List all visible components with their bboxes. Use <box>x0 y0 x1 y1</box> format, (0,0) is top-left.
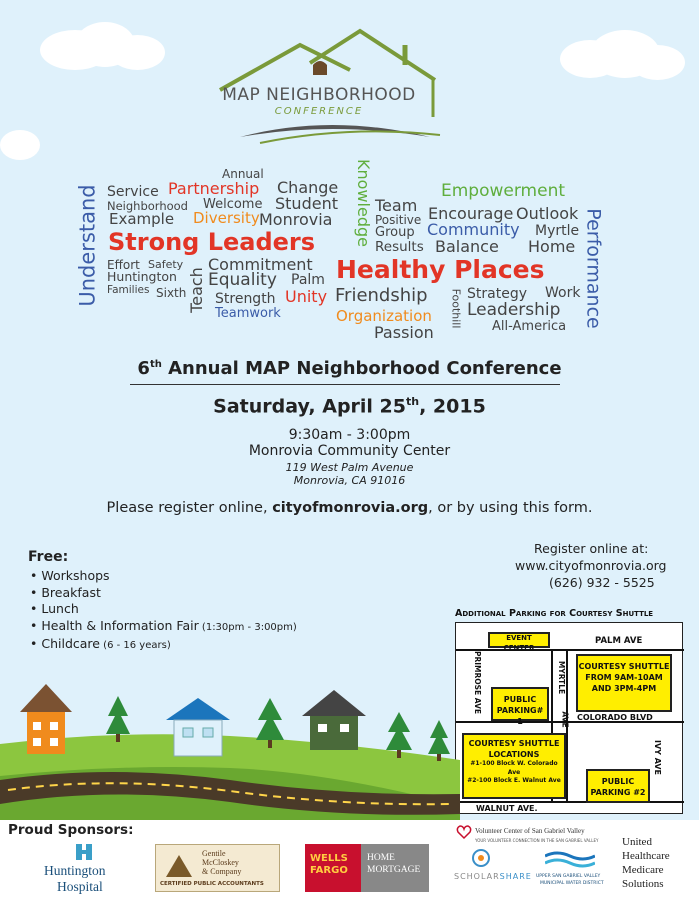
word-palm: Palm <box>291 272 325 288</box>
water-district-name-1: UPPER SAN GABRIEL VALLEY <box>536 874 601 879</box>
register-phone: (626) 932 - 5525 <box>549 575 655 590</box>
word-performance: Performance <box>582 208 605 329</box>
register-online-url[interactable]: www.cityofmonrovia.org <box>515 558 667 573</box>
word-teamwork: Teamwork <box>215 306 281 321</box>
word-all-america: All-America <box>492 319 567 334</box>
cloud <box>630 45 685 80</box>
event-date: Saturday, April 25th, 2015 <box>213 395 486 418</box>
word-myrtle: Myrtle <box>535 223 580 239</box>
pyramid-icon <box>164 853 194 879</box>
word-knowledge: Knowledge <box>353 159 373 247</box>
word-outlook: Outlook <box>516 204 579 223</box>
volunteer-center-tagline: YOUR VOLUNTEER CONNECTION IN THE SAN GABRIEL VALLEY <box>475 838 599 843</box>
word-annual: Annual <box>222 167 264 181</box>
event-venue: Monrovia Community Center <box>248 443 451 459</box>
word-service: Service <box>107 184 159 200</box>
event-address-line2: Monrovia, CA 91016 <box>293 474 406 487</box>
myrtle-ave-label: AVE <box>560 711 570 728</box>
word-strength: Strength <box>215 291 276 307</box>
word-passion: Passion <box>374 323 434 342</box>
uhc-name-4: Solutions <box>622 878 664 890</box>
uhc-name-1: United <box>622 836 652 848</box>
register-line: Please register online, cityofmonrovia.org, or by using this form. <box>106 500 593 516</box>
word-positive: Positive <box>375 213 422 227</box>
word-healthy-places: Healthy Places <box>336 255 545 284</box>
cloud <box>110 35 165 70</box>
word-foothill: Foothill <box>449 288 463 329</box>
free-heading: Free: <box>28 549 69 565</box>
word-neighborhood: Neighborhood <box>107 199 188 213</box>
ivy-ave-label: IVY AVE <box>653 739 663 776</box>
word-results: Results <box>375 239 424 255</box>
word-friendship: Friendship <box>335 285 428 306</box>
scholarshare-name: SCHOLARSHARE <box>454 872 532 881</box>
gentile-logo: Gentile McCloskey & Company CERTIFIED PUBLIC ACCOUNTANTS <box>155 844 280 892</box>
word-leadership: Leadership <box>467 300 561 320</box>
event-title: 6th Annual MAP Neighborhood Conference <box>137 358 562 379</box>
word-community: Community <box>427 220 520 239</box>
word-equality: Equality <box>208 270 277 290</box>
event-center-box: EVENT CENTER <box>488 632 550 648</box>
word-commitment: Commitment <box>208 255 313 274</box>
huntington-logo-icon <box>74 842 94 862</box>
title-divider <box>130 384 560 385</box>
list-item: • Lunch <box>30 601 297 618</box>
word-strategy: Strategy <box>467 286 527 302</box>
word-safety: Safety <box>148 258 184 271</box>
event-address-line1: 119 West Palm Avenue <box>285 461 414 474</box>
water-district-icon <box>545 848 595 870</box>
village-illustration <box>0 668 460 820</box>
parking-heading: Additional Parking for Courtesy Shuttle <box>455 608 654 619</box>
palm-ave-label: PALM AVE <box>595 636 643 646</box>
word-balance: Balance <box>435 237 499 256</box>
word-group: Group <box>375 225 415 240</box>
word-home: Home <box>528 237 576 256</box>
free-list <box>30 568 297 655</box>
sponsors-heading: Proud Sponsors: <box>8 822 134 838</box>
road <box>456 649 684 651</box>
scholarshare-icon <box>470 848 492 868</box>
word-partnership: Partnership <box>168 179 260 198</box>
list-item: • Workshops <box>30 568 297 585</box>
word-encourage: Encourage <box>428 204 514 223</box>
primrose-ave-label: PRIMROSE AVE <box>473 650 483 715</box>
list-item: • Childcare (6 - 16 years) <box>30 636 297 655</box>
volunteer-center-name: Volunteer Center of San Gabriel Valley <box>475 827 585 835</box>
water-district-name-2: MUNICIPAL WATER DISTRICT <box>540 881 604 886</box>
myrtle-label: MYRTLE <box>557 660 567 695</box>
heart-icon <box>456 824 472 840</box>
parking-map <box>455 622 683 814</box>
word-teach: Teach <box>186 267 206 313</box>
list-item: • Breakfast <box>30 585 297 602</box>
word-student: Student <box>275 194 338 213</box>
word-empowerment: Empowerment <box>441 181 566 201</box>
register-online-label: Register online at: <box>534 541 649 556</box>
word-understand: Understand <box>75 184 100 307</box>
huntington-hospital: Hospital <box>57 879 103 894</box>
uhc-name-2: Healthcare <box>622 850 670 862</box>
word-huntington: Huntington <box>107 269 177 284</box>
shuttle-times-box: COURTESY SHUTTLE FROM 9AM-10AM AND 3PM-4PM <box>576 654 672 712</box>
wells-fargo-logo: WELLS FARGO HOME MORTGAGE <box>305 844 429 892</box>
word-diversity: Diversity <box>193 209 260 227</box>
huntington-name: Huntington <box>44 863 106 878</box>
register-link[interactable]: cityofmonrovia.org <box>272 500 429 516</box>
uhc-name-3: Medicare <box>622 864 664 876</box>
word-effort: Effort <box>107 258 140 272</box>
word-unity: Unity <box>285 287 328 306</box>
list-item: • Health & Information Fair (1:30pm - 3:00pm) <box>30 618 297 637</box>
public-parking-1-box: PUBLIC PARKING# 1 <box>491 687 549 721</box>
colorado-blvd-label: COLORADO BLVD <box>577 713 653 722</box>
walnut-ave-label: WALNUT AVE. <box>476 804 538 813</box>
word-team: Team <box>375 196 418 215</box>
logo-title: MAP NEIGHBORHOOD <box>222 85 416 105</box>
word-work: Work <box>545 285 581 301</box>
public-parking-2-box: PUBLIC PARKING #2 <box>586 769 650 803</box>
logo-subtitle: CONFERENCE <box>274 106 364 117</box>
word-sixth: Sixth <box>156 286 187 300</box>
word-monrovia: Monrovia <box>259 210 333 229</box>
word-welcome: Welcome <box>203 197 263 212</box>
word-strong-leaders: Strong Leaders <box>108 228 316 256</box>
sponsors-section <box>0 820 699 910</box>
shuttle-locations-box: COURTESY SHUTTLE LOCATIONS #1-100 Block W. Colorado Ave #2-100 Block E. Walnut Ave <box>462 733 566 799</box>
word-example: Example <box>109 210 175 228</box>
word-organization: Organization <box>336 307 432 325</box>
word-families: Families <box>107 284 150 296</box>
word-change: Change <box>277 178 339 197</box>
cloud <box>0 130 40 160</box>
event-time: 9:30am - 3:00pm <box>288 427 411 443</box>
